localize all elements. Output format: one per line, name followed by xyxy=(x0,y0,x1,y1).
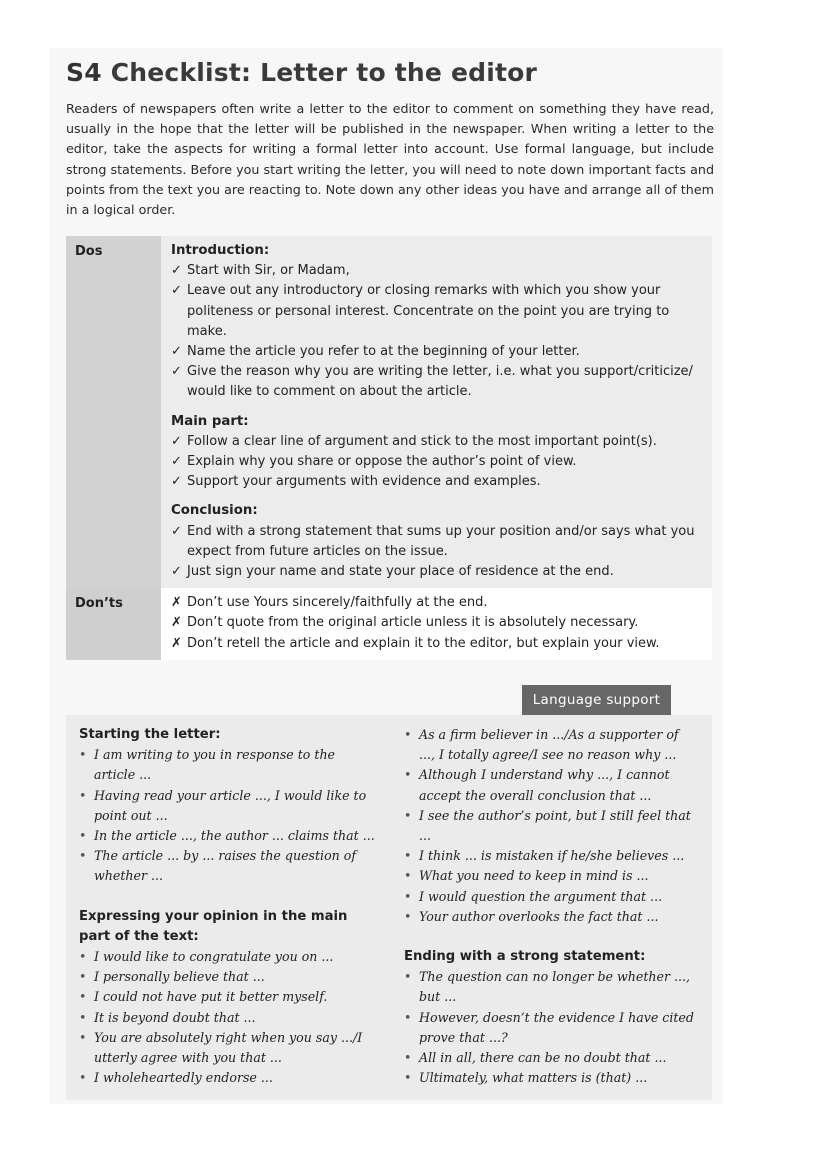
list-item: ✗ Don’t quote from the original article unless it is absolutely necessary. xyxy=(171,613,702,633)
donts-body xyxy=(161,588,712,660)
dos-row xyxy=(66,236,712,588)
opinion-list xyxy=(79,947,379,1088)
list-item: • I could not have put it better myself. xyxy=(79,987,379,1007)
spacer xyxy=(79,887,379,907)
opinion-heading: Expressing your opinion in the main part of the text: xyxy=(79,908,348,944)
starting-heading: Starting the letter: xyxy=(79,727,221,742)
list-item: • I think ... is mistaken if he/she believes ... xyxy=(404,846,694,866)
donts-label: Don’ts xyxy=(66,588,161,660)
check-icon: ✓ xyxy=(171,564,182,580)
conclusion-section xyxy=(171,501,702,582)
check-icon: ✓ xyxy=(171,523,182,539)
list-item: • Ultimately, what matters is (that) ... xyxy=(404,1068,694,1088)
page-title xyxy=(66,58,537,87)
language-right-column xyxy=(404,725,694,1088)
conclusion-heading: Conclusion: xyxy=(171,503,258,519)
intro-paragraph: Readers of newspapers often write a letter to the editor to comment on something they have read, usually in the hope that the letter will be published in the newspaper. When writing a letter to the editor, take the aspects for writing a formal letter into account. Use formal language, but include strong statements. Before you start writing the letter, you will need to note down important facts and points from the text you are reacting to. Note down any other ideas you have and arrange all of them in a logical order. xyxy=(66,101,714,218)
check-icon: ✓ xyxy=(171,263,182,279)
title-text: Checklist: Letter to the editor xyxy=(110,58,538,87)
check-icon: ✓ xyxy=(171,364,182,380)
check-icon: ✓ xyxy=(171,474,182,490)
dos-label: Dos xyxy=(66,236,161,588)
introduction-list xyxy=(171,261,702,402)
list-item: ✓ Leave out any introductory or closing remarks with which you show your politeness or personal interest. Concentrate on the point you are trying to make. xyxy=(171,283,670,339)
check-icon: ✓ xyxy=(171,283,182,299)
list-item: • You are absolutely right when you say .../I utterly agree with you that ... xyxy=(79,1028,379,1068)
list-item: • I personally believe that ... xyxy=(79,967,379,987)
list-item: • However, doesn’t the evidence I have cited prove that ...? xyxy=(404,1008,694,1048)
section-code: S4 xyxy=(66,58,102,87)
ending-heading: Ending with a strong statement: xyxy=(404,949,646,965)
list-item: ✓ Just sign your name and state your place of residence at the end. xyxy=(171,562,702,582)
list-item: • Although I understand why ..., I cannot accept the overall conclusion that ... xyxy=(404,765,694,805)
list-item: • The question can no longer be whether ..., but ... xyxy=(404,967,694,1007)
list-item: • It is beyond doubt that ... xyxy=(79,1008,379,1028)
list-item: • I would question the argument that ... xyxy=(404,887,694,907)
main-part-heading: Main part: xyxy=(171,413,249,429)
list-item: • Your author overlooks the fact that ... xyxy=(404,907,694,927)
list-item: ✓ Follow a clear line of argument and stick to the most important point(s). xyxy=(171,432,702,452)
check-icon: ✓ xyxy=(171,344,182,360)
list-item: ✗ Don’t use Yours sincerely/faithfully at the end. xyxy=(171,593,702,613)
starting-list xyxy=(79,745,379,886)
list-item: ✓ Support your arguments with evidence and examples. xyxy=(171,472,702,492)
opinion-continued-list xyxy=(404,725,694,927)
list-item: • I see the author’s point, but I still feel that ... xyxy=(404,806,694,846)
list-item: • I wholeheartedly endorse ... xyxy=(79,1068,379,1088)
check-icon: ✓ xyxy=(171,454,182,470)
list-item: ✓ Explain why you share or oppose the author’s point of view. xyxy=(171,452,702,472)
list-item: ✓ Give the reason why you are writing the letter, i.e. what you support/criticize/ would like to comment on about the article. xyxy=(171,364,693,400)
introduction-heading: Introduction: xyxy=(171,243,270,258)
spacer xyxy=(404,927,694,947)
list-item: • All in all, there can be no doubt that ... xyxy=(404,1048,694,1068)
list-item: ✓ End with a strong statement that sums up your position and/or says what you expect from future articles on the issue. xyxy=(171,523,695,559)
list-item: ✓ Start with Sir, or Madam, xyxy=(171,261,702,281)
check-icon: ✓ xyxy=(171,433,182,449)
dos-body xyxy=(161,236,712,588)
dos-donts-table xyxy=(66,236,712,660)
list-item: ✓ Name the article you refer to at the beginning of your letter. xyxy=(171,342,702,362)
list-item: • In the article ..., the author ... claims that ... xyxy=(79,826,379,846)
list-item: • I would like to congratulate you on ... xyxy=(79,947,379,967)
donts-list xyxy=(171,593,702,654)
list-item: • Having read your article ..., I would like to point out ... xyxy=(79,786,379,826)
ending-list xyxy=(404,967,694,1088)
cross-icon: ✗ xyxy=(171,595,182,611)
list-item: • What you need to keep in mind is ... xyxy=(404,866,694,886)
introduction-section xyxy=(171,241,702,403)
list-item: • As a firm believer in .../As a supporter of ..., I totally agree/I see no reason why ... xyxy=(404,725,694,765)
cross-icon: ✗ xyxy=(171,615,182,631)
cross-icon: ✗ xyxy=(171,635,182,651)
language-left-column xyxy=(79,725,379,1088)
main-part-list xyxy=(171,432,702,493)
donts-row xyxy=(66,588,712,660)
conclusion-list xyxy=(171,522,702,583)
list-item: • The article ... by ... raises the question of whether ... xyxy=(79,846,379,886)
list-item: ✗ Don’t retell the article and explain it to the editor, but explain your view. xyxy=(171,634,702,654)
language-support-box xyxy=(66,715,712,1100)
list-item: • I am writing to you in response to the article ... xyxy=(79,745,379,785)
language-support-tab: Language support xyxy=(522,685,671,715)
main-part-section xyxy=(171,412,702,493)
